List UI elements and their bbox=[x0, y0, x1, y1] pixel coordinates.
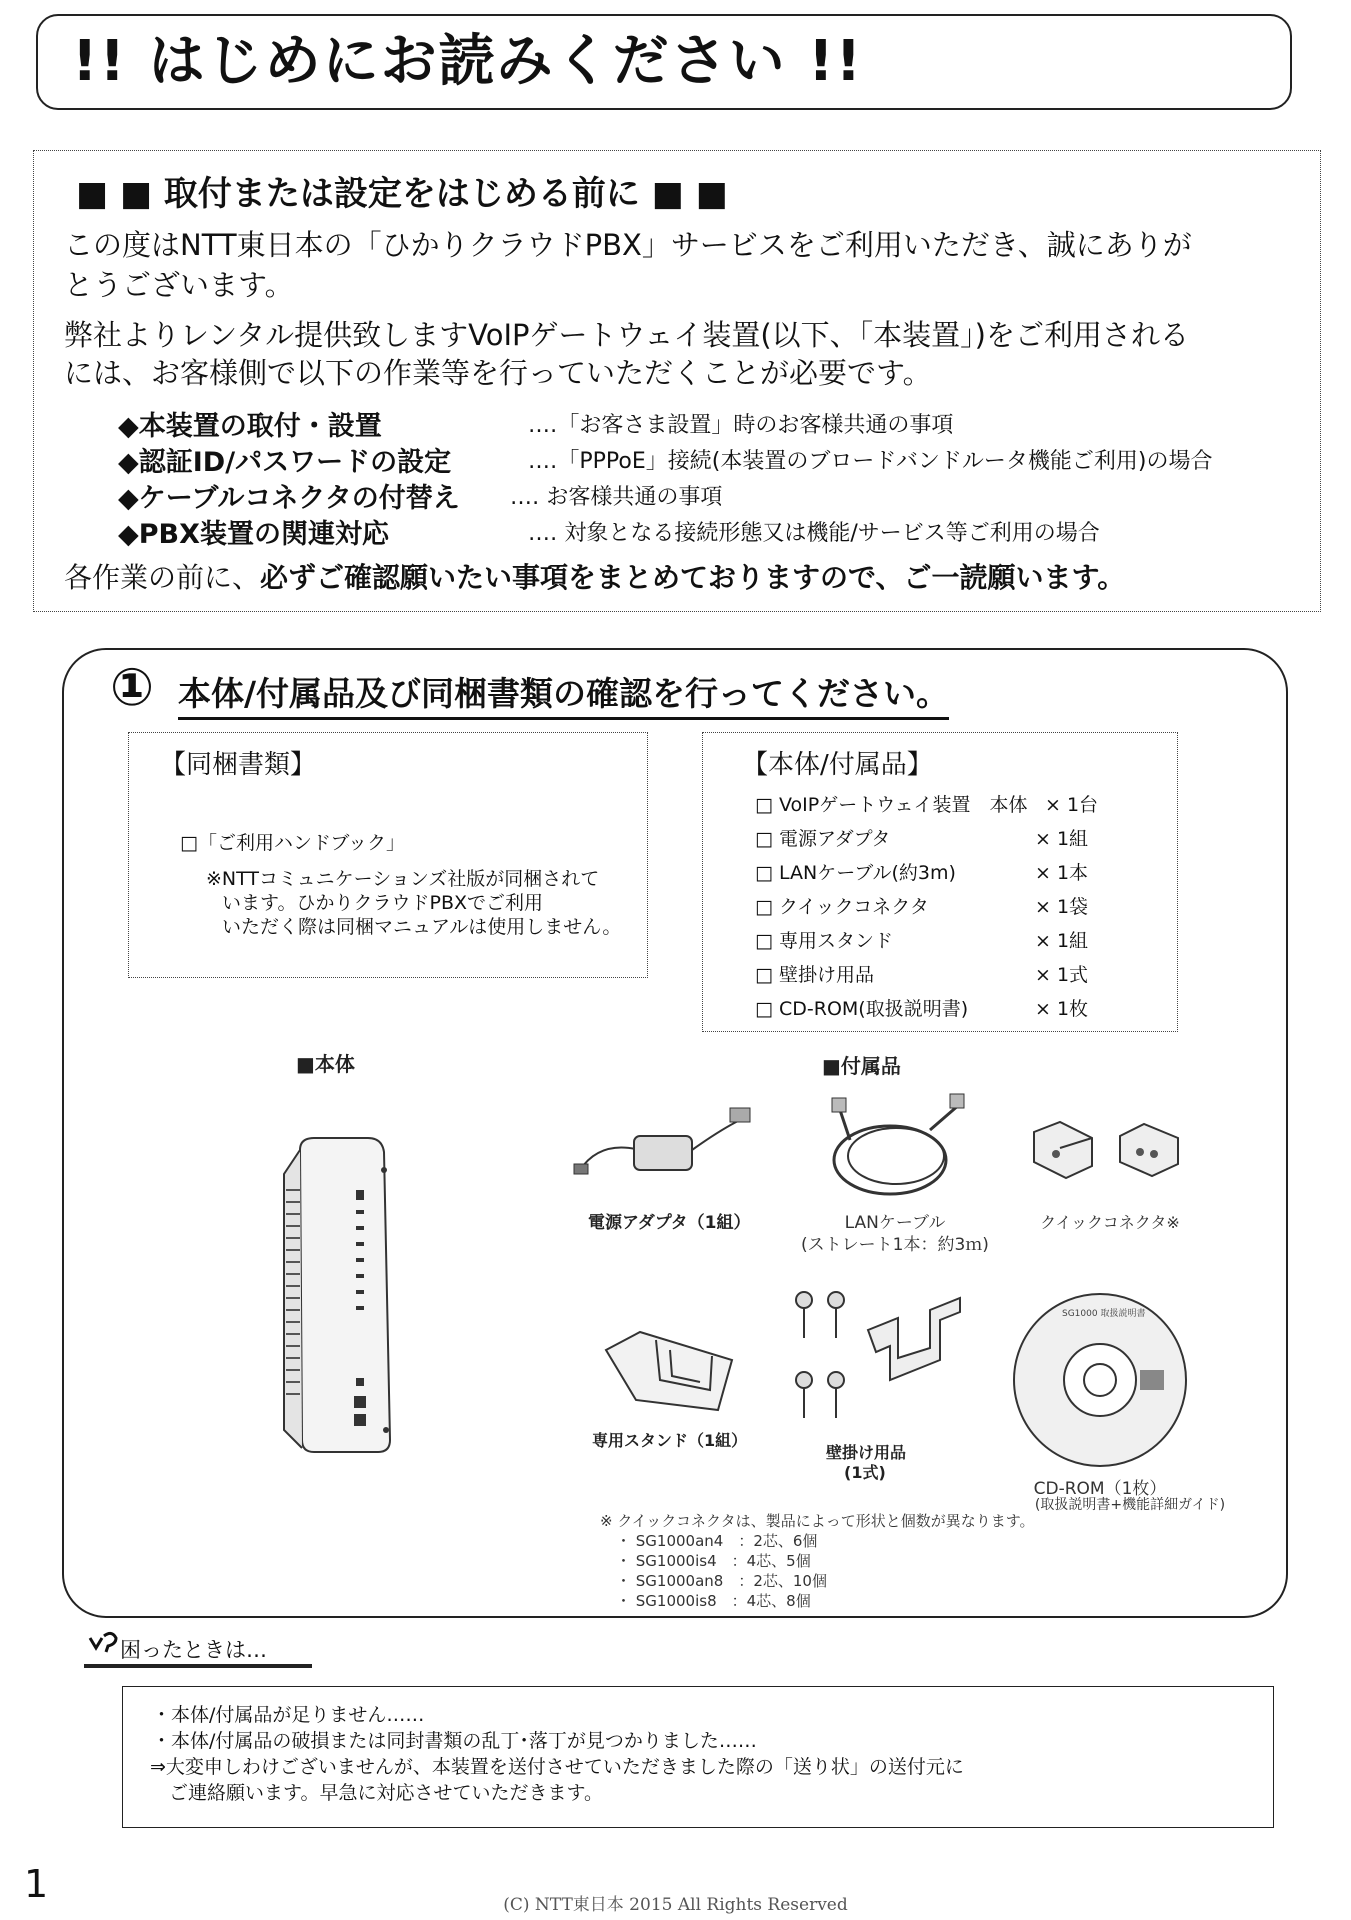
main-unit-image bbox=[280, 1130, 410, 1460]
accessory-name: □ LANケーブル(約3m) bbox=[755, 862, 956, 884]
main-unit-label: ■本体 bbox=[296, 1052, 355, 1076]
task-note: ‥‥ お客様共通の事項 bbox=[510, 485, 723, 510]
connector-note: ・ SG1000is8 ：4芯、8個 bbox=[616, 1592, 811, 1610]
quick-connector-image bbox=[1030, 1118, 1190, 1188]
accessory-qty: × 1式 bbox=[1035, 964, 1089, 986]
accessory-name: □ 電源アダプタ bbox=[755, 828, 891, 850]
task-note: ‥‥ 対象となる接続形態又は機能/サービス等ご利用の場合 bbox=[528, 521, 1100, 546]
connector-note: ・ SG1000an8 ：2芯、10個 bbox=[616, 1572, 827, 1590]
accessory-name: □ 壁掛け用品 bbox=[755, 964, 874, 986]
accessories-label: ■付属品 bbox=[822, 1054, 901, 1078]
trouble-line-1: ・本体/付属品が足りません…… bbox=[152, 1704, 425, 1726]
connector-note: ※ クイックコネクタは、製品によって形状と個数が異なります。 bbox=[600, 1512, 1035, 1530]
accessories-heading: 【本体/付属品】 bbox=[742, 750, 933, 780]
accessory-qty: × 1組 bbox=[1035, 828, 1089, 850]
task-label: ◆ケーブルコネクタの付替え bbox=[118, 483, 460, 514]
cdrom-caption-2: (取扱説明書+機能詳細ガイド) bbox=[1034, 1497, 1226, 1513]
task-label: ◆本装置の取付・設置 bbox=[118, 411, 382, 442]
accessory-qty: × 1枚 bbox=[1035, 998, 1089, 1020]
accessory-row bbox=[755, 858, 1155, 888]
connector-note: ・ SG1000is4 ：4芯、5個 bbox=[616, 1552, 811, 1570]
trouble-line-3: ⇒大変申しわけございませんが、本装置を送付させていただきました際の「送り状」の送付元に bbox=[150, 1756, 964, 1778]
documents-item: □「ご利用ハンドブック」 bbox=[180, 832, 406, 854]
trouble-line-2: ・本体/付属品の破損または同封書類の乱丁･落丁が見つかりました…… bbox=[152, 1730, 757, 1752]
lan-cable-caption-1: LANケーブル bbox=[844, 1213, 946, 1233]
cd-label-text: SG1000 取扱説明書 bbox=[1062, 1309, 1146, 1319]
quick-connector-caption: クイックコネクタ※ bbox=[1040, 1213, 1180, 1232]
intro-heading: ■ ■ 取付または設定をはじめる前に ■ ■ bbox=[76, 174, 728, 214]
accessory-row bbox=[755, 824, 1155, 854]
page-title: !! はじめにお読みください !! bbox=[72, 29, 864, 94]
page-number: 1 bbox=[24, 1862, 49, 1906]
stand-image bbox=[600, 1320, 740, 1420]
accessory-name: □ 専用スタンド bbox=[755, 930, 893, 952]
documents-note-2: います。ひかりクラウドPBXでご利用 bbox=[222, 892, 543, 914]
accessory-name: □ クイックコネクタ bbox=[755, 896, 929, 918]
task-note: ‥‥「お客さま設置」時のお客様共通の事項 bbox=[528, 413, 954, 438]
trouble-underline bbox=[84, 1664, 312, 1668]
intro-para1-line1: この度はNTT東日本の「ひかりクラウドPBX」サービスをご利用いただき、誠にありが bbox=[64, 228, 1192, 262]
section1-title: 本体/付属品及び同梱書類の確認を行ってください。 bbox=[178, 668, 949, 720]
intro-para2-line2: には、お客様側で以下の作業等を行っていただくことが必要です。 bbox=[64, 356, 932, 390]
wall-mount-caption-2: (1式) bbox=[844, 1463, 886, 1482]
accessory-qty: × 1組 bbox=[1035, 930, 1089, 952]
accessory-row bbox=[755, 926, 1155, 956]
stand-caption: 専用スタンド（1組） bbox=[592, 1431, 748, 1450]
question-icon bbox=[86, 1630, 118, 1660]
task-label: ◆PBX装置の関連対応 bbox=[118, 519, 389, 550]
wall-mount-image bbox=[790, 1290, 970, 1440]
documents-note-3: いただく際は同梱マニュアルは使用しません。 bbox=[222, 916, 622, 938]
task-label: ◆認証ID/パスワードの設定 bbox=[118, 447, 452, 478]
trouble-heading: 困ったときは… bbox=[120, 1638, 267, 1662]
lan-cable-image bbox=[820, 1090, 970, 1210]
accessory-row bbox=[755, 960, 1155, 990]
closing-bold: 必ずご確認願いたい事項をまとめておりますので、ご一読願います。 bbox=[260, 561, 1126, 594]
wall-mount-caption-1: 壁掛け用品 bbox=[826, 1443, 907, 1462]
intro-closing bbox=[64, 556, 1125, 596]
lan-cable-caption-2: (ストレート1本：約3ｍ) bbox=[801, 1235, 989, 1255]
intro-para2-line1: 弊社よりレンタル提供致しますVoIPゲートウェイ装置(以下、「本装置」)をご利用される bbox=[64, 318, 1189, 352]
task-note: ‥‥「PPPoE」接続(本装置のブロードバンドルータ機能ご利用)の場合 bbox=[528, 449, 1213, 474]
closing-plain: 各作業の前に、 bbox=[64, 561, 261, 594]
accessory-qty: × 1本 bbox=[1035, 862, 1089, 884]
task-item bbox=[118, 440, 1318, 476]
power-adapter-image bbox=[570, 1100, 760, 1200]
connector-note: ・ SG1000an4 ：2芯、6個 bbox=[616, 1532, 818, 1550]
trouble-line-4: ご連絡願います。早急に対応させていただきます。 bbox=[150, 1782, 603, 1804]
accessory-row bbox=[755, 790, 1155, 820]
accessory-row bbox=[755, 892, 1155, 922]
task-item bbox=[118, 476, 1318, 512]
documents-heading: 【同梱書類】 bbox=[160, 750, 317, 780]
intro-para1-line2: とうございます。 bbox=[64, 268, 294, 302]
power-adapter-caption: 電源アダプタ（1組） bbox=[588, 1213, 751, 1233]
task-item bbox=[118, 512, 1318, 548]
accessory-qty: × 1台 bbox=[1045, 794, 1099, 816]
accessory-name: □ CD-ROM(取扱説明書) bbox=[755, 998, 969, 1020]
accessory-row bbox=[755, 994, 1155, 1024]
task-item bbox=[118, 404, 1318, 440]
accessory-name: □ VoIPゲートウェイ装置 本体 bbox=[755, 794, 1028, 816]
accessory-qty: × 1袋 bbox=[1035, 896, 1089, 918]
section1-number: ① bbox=[110, 658, 155, 718]
copyright: (C) NTT東日本 2015 All Rights Reserved bbox=[503, 1895, 848, 1915]
cdrom-caption-1: CD-ROM（1枚） bbox=[1033, 1479, 1167, 1499]
documents-note-1: ※NTTコミュニケーションズ社版が同梱されて bbox=[206, 868, 600, 890]
